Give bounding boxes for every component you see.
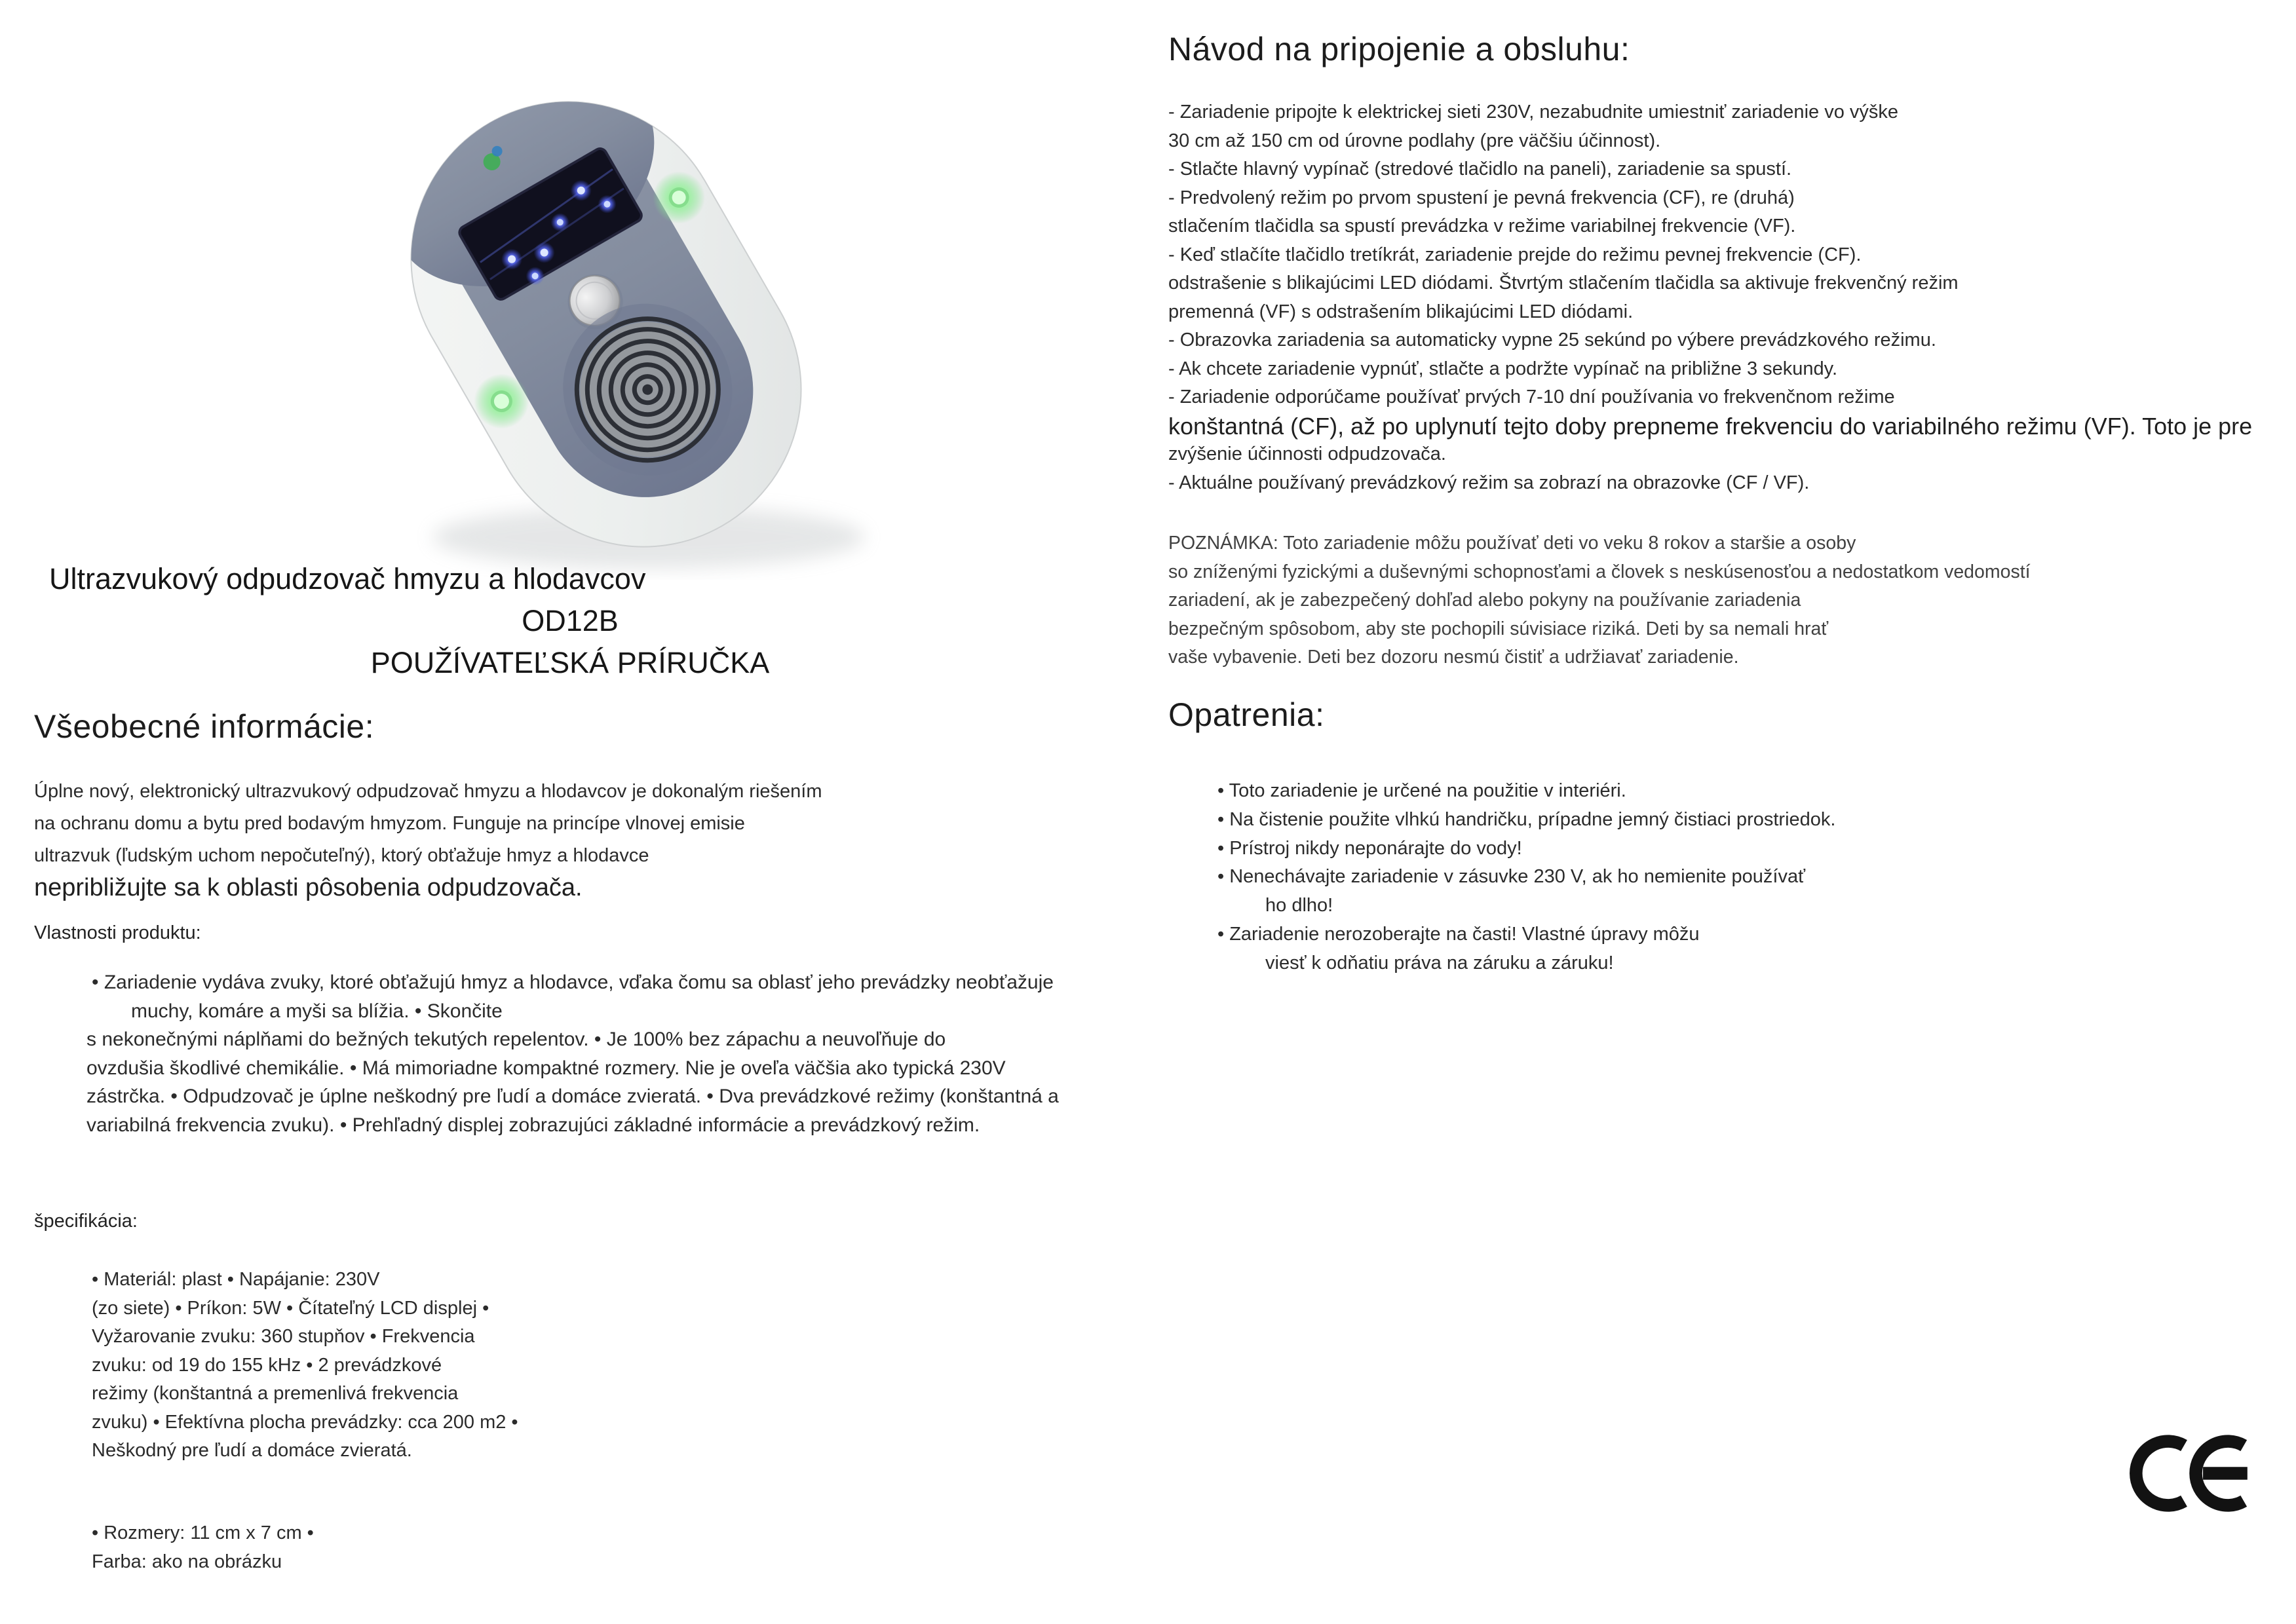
text-line: vaše vybavenie. Deti bez dozoru nesmú čistiť a udržiavať zariadenie. xyxy=(1168,647,1739,668)
product-model: OD12B xyxy=(522,604,619,637)
text-line: ovzdušia škodlivé chemikálie. • Má mimoriadne kompaktné rozmery. Nie je oveľa väčšia ako typická 230V xyxy=(86,1057,1006,1079)
text-line: s nekonečnými náplňami do bežných tekutých repelentov. • Je 100% bez zápachu a neuvoľňuje do xyxy=(86,1029,946,1050)
text-line: - Stlačte hlavný vypínač (stredové tlačidlo na paneli), zariadenie sa spustí. xyxy=(1168,159,1792,179)
text-line: • Materiál: plast • Napájanie: 230V xyxy=(92,1269,380,1290)
list-item-continuation: viesť k odňatiu práva na záruku a záruku! xyxy=(1265,952,1614,973)
list-item: • Zariadenie nerozoberajte na časti! Vlastné úpravy môžu xyxy=(1217,923,1700,945)
text-line: Úplne nový, elektronický ultrazvukový odpudzovač hmyzu a hlodavcov je dokonalým riešením xyxy=(34,781,822,802)
text-line: • Rozmery: 11 cm x 7 cm • xyxy=(92,1522,314,1543)
list-item: • Nenechávajte zariadenie v zásuvke 230 V, ak ho nemienite používať xyxy=(1217,866,1805,888)
product-title-block xyxy=(49,558,1091,684)
text-line: zariadení, ak je zabezpečený dohľad alebo pokyny na používanie zariadenia xyxy=(1168,590,1801,611)
text-line: (zo siete) • Príkon: 5W • Čítateľný LCD displej • xyxy=(92,1297,489,1319)
text-line: variabilná frekvencia zvuku). • Prehľadný displej zobrazujúci základné informácie a prevádzkový režim. xyxy=(86,1114,980,1136)
ce-mark xyxy=(2130,1412,2270,1535)
list-item: • Na čistenie použite vlhkú handričku, prípadne jemný čistiaci prostriedok. xyxy=(1217,808,1836,830)
text-line: muchy, komáre a myši sa blížia. • Skončite xyxy=(131,1000,503,1022)
manual-title: POUŽÍVATEĽSKÁ PRÍRUČKA xyxy=(370,646,770,679)
text-line: režimy (konštantná a premenlivá frekvencia xyxy=(92,1383,459,1404)
text-line: - Obrazovka zariadenia sa automaticky vypne 25 sekúnd po výbere prevádzkového režimu. xyxy=(1168,330,1936,350)
note-paragraph xyxy=(1168,529,2031,672)
text-line: • Zariadenie vydáva zvuky, ktoré obťažujú hmyz a hlodavce, vďaka čomu sa oblasť jeho prevádzky neobťažuje xyxy=(92,972,1054,993)
section-heading-specs: špecifikácia: xyxy=(34,1211,138,1232)
ce-letter-c xyxy=(2136,1441,2184,1505)
section-heading-instructions: Návod na pripojenie a obsluhu: xyxy=(1168,31,1630,67)
text-line: POZNÁMKA: Toto zariadenie môžu používať deti vo veku 8 rokov a staršie a osoby xyxy=(1168,533,1856,554)
text-line: odstrašenie s blikajúcimi LED diódami. Štvrtým stlačením tlačidla sa aktivuje frekvenčný režim xyxy=(1168,273,1959,293)
text-line-emphasis: konštantná (CF), až po uplynutí tejto doby prepneme frekvenciu do variabilného režimu (VF). Toto je pre xyxy=(1168,412,2253,440)
text-line: Neškodný pre ľudí a domáce zvieratá. xyxy=(92,1440,412,1461)
text-line-emphasis: nepribližujte sa k oblasti pôsobenia odpudzovača. xyxy=(34,874,583,901)
list-item-continuation: ho dlho! xyxy=(1265,895,1333,916)
text-line: - Keď stlačíte tlačidlo tretíkrát, zariadenie prejde do režimu pevnej frekvencie (CF). xyxy=(1168,244,1862,265)
features-paragraph xyxy=(34,968,1059,1139)
text-line: zvýšenie účinnosti odpudzovača. xyxy=(1168,444,1446,464)
text-line: - Zariadenie odporúčame používať prvých 7-10 dní používania vo frekvenčnom režime xyxy=(1168,387,1895,407)
dimensions-paragraph xyxy=(92,1519,314,1576)
text-line: 30 cm až 150 cm od úrovne podlahy (pre väčšiu účinnost). xyxy=(1168,130,1661,151)
text-line: - Aktuálne používaný prevádzkový režim sa zobrazí na obrazovke (CF / VF). xyxy=(1168,472,1810,493)
text-line: - Ak chcete zariadenie vypnúť, stlačte a podržte vypínač na približne 3 sekundy. xyxy=(1168,358,1838,379)
precautions-list xyxy=(1168,777,1835,978)
section-heading-precautions: Opatrenia: xyxy=(1168,696,1325,733)
text-line: zvuku) • Efektívna plocha prevádzky: cca 200 m2 • xyxy=(92,1411,518,1433)
section-heading-features: Vlastnosti produktu: xyxy=(34,922,201,943)
specs-paragraph xyxy=(92,1266,518,1465)
text-line: bezpečným spôsobom, aby ste pochopili súvisiace riziká. Deti by sa nemali hrať xyxy=(1168,618,1829,639)
text-line: stlačením tlačidla sa spustí prevádzka v režime variabilnej frekvencie (VF). xyxy=(1168,216,1796,236)
text-line: Vyžarovanie zvuku: 360 stupňov • Frekvencia xyxy=(92,1326,475,1347)
list-item: • Toto zariadenie je určené na použitie v interiéri. xyxy=(1217,780,1626,801)
section-heading-general-info: Všeobecné informácie: xyxy=(34,708,375,745)
product-title: Ultrazvukový odpudzovač hmyzu a hlodavcov xyxy=(49,562,646,595)
text-line: premenná (VF) s odstrašením blikajúcimi LED diódami. xyxy=(1168,301,1634,322)
instructions-paragraph xyxy=(1168,98,2252,497)
text-line: - Zariadenie pripojte k elektrickej sieti 230V, nezabudnite umiestniť zariadenie vo výške xyxy=(1168,102,1899,123)
text-line: - Predvolený režim po prvom spustení je pevná frekvencia (CF), re (druhá) xyxy=(1168,187,1795,208)
text-line: zástrčka. • Odpudzovač je úplne neškodný pre ľudí a domáce zvieratá. • Dva prevádzkové režimy (konštantná a xyxy=(86,1086,1059,1107)
text-line: Farba: ako na obrázku xyxy=(92,1551,282,1572)
text-line: zvuku: od 19 do 155 kHz • 2 prevádzkové xyxy=(92,1354,442,1376)
text-line: na ochranu domu a bytu pred bodavým hmyzom. Funguje na princípe vlnovej emisie xyxy=(34,813,745,834)
list-item: • Prístroj nikdy neponárajte do vody! xyxy=(1217,837,1522,859)
text-line: ultrazvuk (ľudským uchom nepočuteľný), ktorý obťažuje hmyz a hlodavce xyxy=(34,845,649,866)
general-info-paragraph xyxy=(34,776,822,904)
text-line: so zníženými fyzickými a duševnými schopnosťami a človek s neskúsenosťou a nedostatkom vedomostí xyxy=(1168,561,2031,582)
product-image xyxy=(308,56,924,580)
